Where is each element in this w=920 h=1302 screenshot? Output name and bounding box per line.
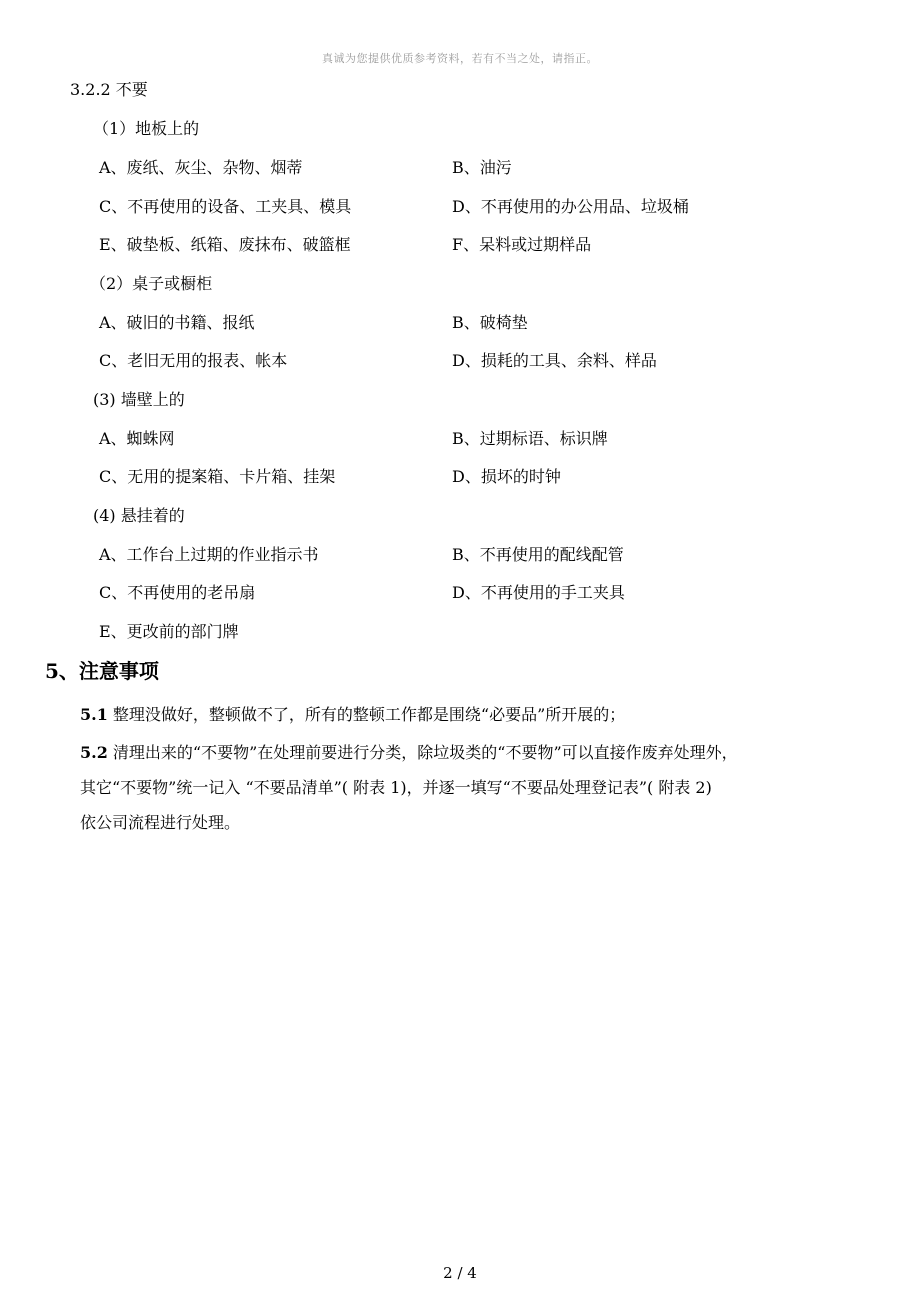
page-number: 2 / 4 (443, 1264, 477, 1282)
list-item: D、损耗的工具、余料、样品 (452, 351, 657, 370)
watermark-text: 真诚为您提供优质参考资料，若有不当之处，请指正。 (322, 52, 598, 65)
group-label-hanging: (4) 悬挂着的 (93, 506, 185, 525)
list-item: C、不再使用的设备、工夹具、模具 (99, 197, 352, 216)
list-item: C、老旧无用的报表、帐本 (99, 351, 288, 370)
paragraph-5-2-line-1 (80, 740, 738, 763)
list-item: F、呆料或过期样品 (452, 235, 592, 254)
list-item: D、不再使用的手工夹具 (452, 583, 625, 602)
section-3-2-2-title: 3.2.2 不要 (70, 80, 148, 99)
paragraph-5-2-line-3: 依公司流程进行处理。 (80, 813, 241, 832)
list-item: D、不再使用的办公用品、垃圾桶 (452, 197, 689, 216)
paragraph-5-2-line-2: 其它“不要物”统一记入 “不要品清单”( 附表 1)，并逐一填写“不要品处理登记表”( 附表 2) (80, 778, 712, 797)
list-item: A、蜘蛛网 (99, 429, 175, 448)
list-item: A、工作台上过期的作业指示书 (99, 545, 319, 564)
paragraph-text: 清理出来的“不要物”在处理前要进行分类，除垃圾类的“不要物”可以直接作废弃处理外， (107, 743, 738, 762)
section-5-title: 5、注意事项 (45, 659, 159, 683)
list-item: B、破椅垫 (452, 313, 528, 332)
group-label-wall: (3) 墙壁上的 (93, 390, 185, 409)
paragraph-text: 整理没做好，整顿做不了，所有的整顿工作都是围绕“必要品”所开展的； (107, 705, 626, 724)
list-item: A、破旧的书籍、报纸 (99, 313, 255, 332)
list-item: B、过期标语、标识牌 (452, 429, 608, 448)
group-label-floor: （1）地板上的 (93, 119, 200, 138)
group-label-desk: （2）桌子或橱柜 (90, 274, 213, 293)
list-item: E、破垫板、纸箱、废抹布、破篮框 (99, 235, 351, 254)
list-item: B、不再使用的配线配管 (452, 545, 624, 564)
list-item: E、更改前的部门牌 (99, 622, 239, 641)
list-item: B、油污 (452, 158, 512, 177)
list-item: C、不再使用的老吊扇 (99, 583, 256, 602)
list-item: C、无用的提案箱、卡片箱、挂架 (99, 467, 336, 486)
list-item: D、损坏的时钟 (452, 467, 561, 486)
paragraph-number: 5.1 (80, 705, 108, 724)
paragraph-number: 5.2 (80, 743, 108, 762)
paragraph-5-1 (80, 702, 625, 725)
list-item: A、废纸、灰尘、杂物、烟蒂 (99, 158, 303, 177)
